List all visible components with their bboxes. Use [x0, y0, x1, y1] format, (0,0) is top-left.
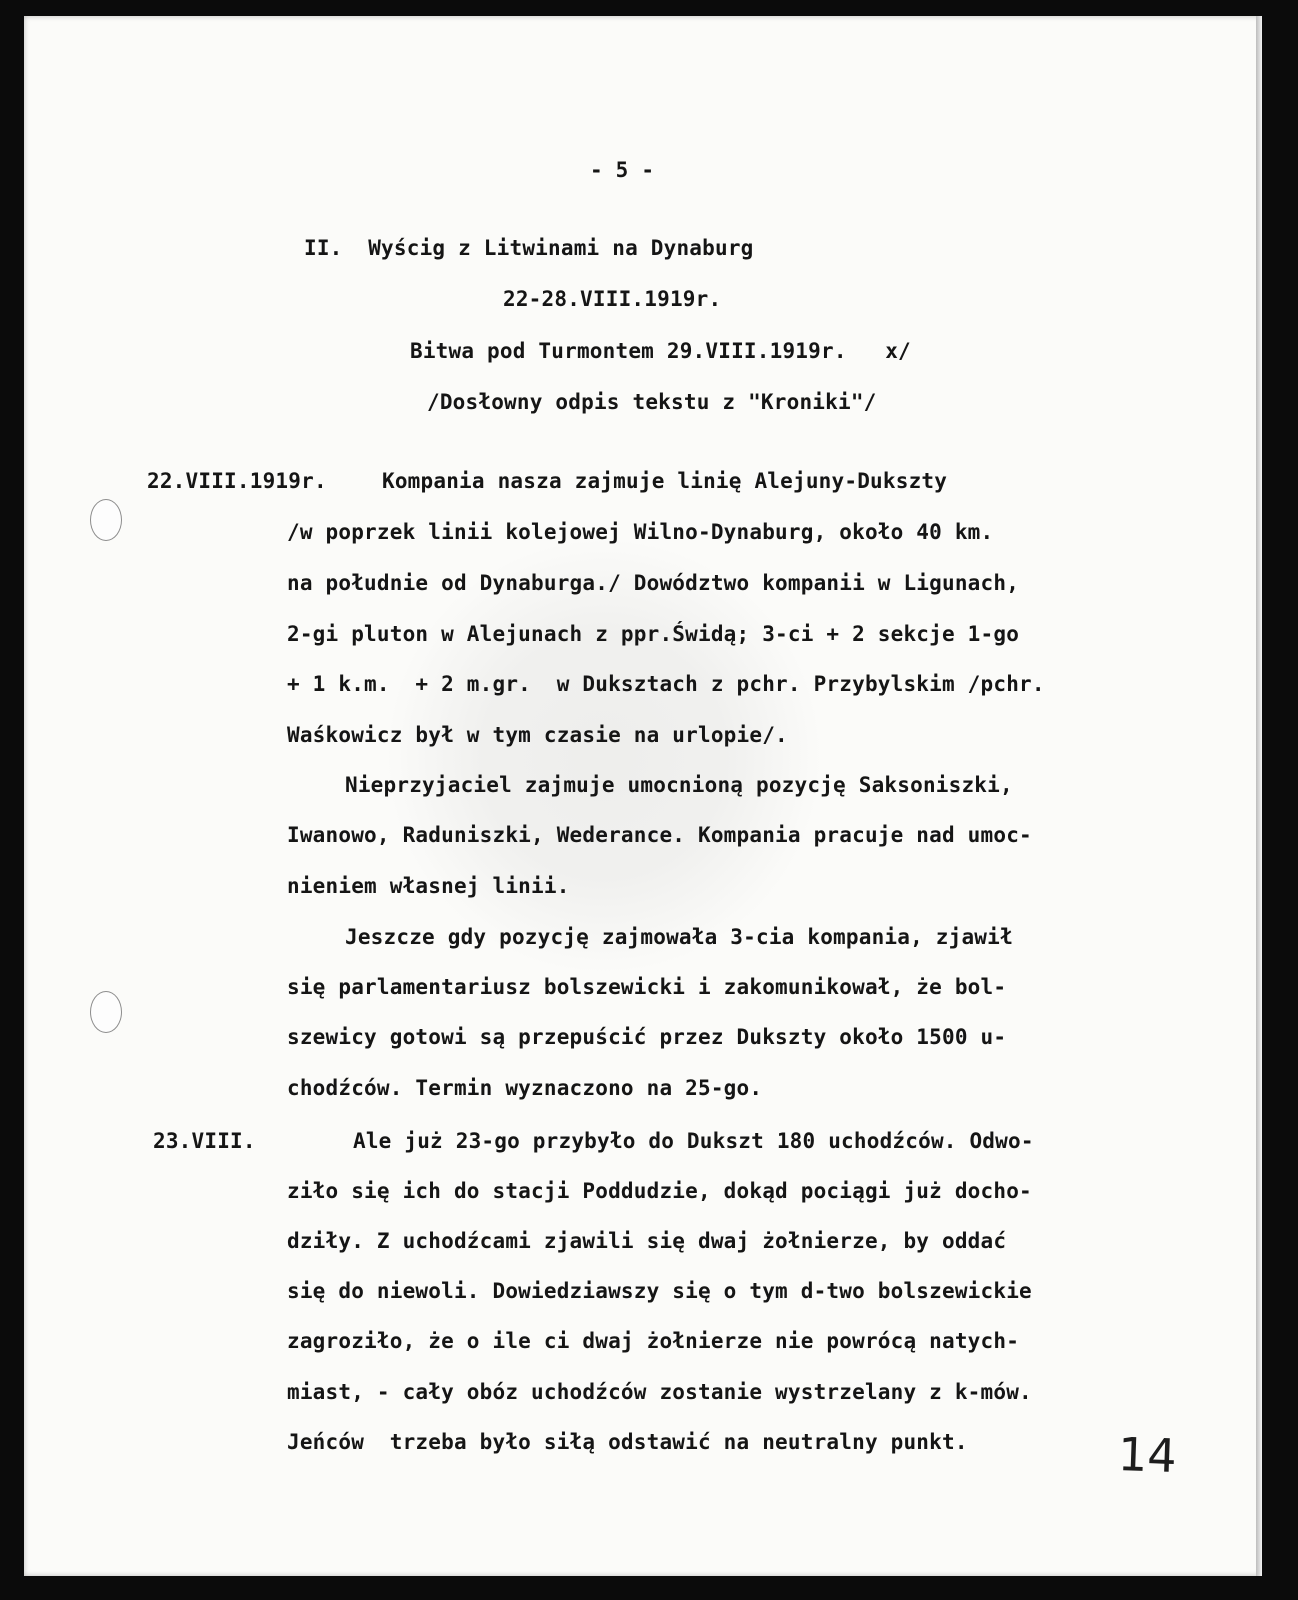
text-line: Waśkowicz był w tym czasie na urlopie/. [287, 723, 788, 747]
text-line: Ale już 23-go przybyło do Dukszt 180 uchodźców. Odwo- [353, 1129, 1034, 1153]
punch-hole-top [90, 499, 122, 541]
punch-hole-bottom [90, 991, 122, 1033]
text-line: dziły. Z uchodźcami zjawili się dwaj żołnierze, by oddać [287, 1229, 1007, 1253]
text-line: na południe od Dynaburga./ Dowództwo kompanii w Ligunach, [287, 571, 1020, 595]
faded-stamp-watermark [384, 536, 824, 976]
entry-date: 23.VIII. [153, 1129, 256, 1153]
text-line: się parlamentariusz bolszewicki i zakomunikował, że bol- [287, 975, 1007, 999]
text-line: ziło się ich do stacji Poddudzie, dokąd pociągi już docho- [287, 1179, 1032, 1203]
handwritten-page-number: 14 [1117, 1426, 1178, 1484]
text-line: /w poprzek linii kolejowej Wilno-Dynaburg, około 40 km. [287, 520, 994, 544]
text-line: zagroziło, że o ile ci dwaj żołnierze nie powrócą natych- [287, 1329, 1020, 1353]
chapter-dates: 22-28.VIII.1919r. [503, 287, 722, 311]
text-line: chodźców. Termin wyznaczono na 25-go. [287, 1076, 763, 1100]
text-line: Iwanowo, Raduniszki, Wederance. Kompania pracuje nad umoc- [287, 823, 1032, 847]
text-line: Jeszcze gdy pozycję zajmowała 3-cia kompania, zjawił [345, 925, 1013, 949]
page-number: - 5 - [590, 158, 655, 182]
text-line: miast, - cały obóz uchodźców zostanie wystrzelany z k-mów. [287, 1380, 1032, 1404]
text-line: Kompania nasza zajmuje linię Alejuny-Dukszty [382, 469, 948, 493]
text-line: Nieprzyjaciel zajmuje umocnioną pozycję Saksoniszki, [345, 773, 1013, 797]
text-line: + 1 k.m. + 2 m.gr. w Duksztach z pchr. Przybylskim /pchr. [287, 672, 1045, 696]
text-line: 2-gi pluton w Alejunach z ppr.Świdą; 3-ci + 2 sekcje 1-go [287, 622, 1020, 646]
text-line: szewicy gotowi są przepuścić przez Dukszty około 1500 u- [287, 1025, 1007, 1049]
text-line: się do niewoli. Dowiedziawszy się o tym d-two bolszewickie [287, 1279, 1032, 1303]
battle-title: Bitwa pod Turmontem 29.VIII.1919r. x/ [410, 339, 911, 363]
text-line: Jeńców trzeba było siłą odstawić na neutralny punkt. [287, 1430, 968, 1454]
text-line: nieniem własnej linii. [287, 874, 570, 898]
page-edge-shadow [1256, 16, 1262, 1576]
entry-date: 22.VIII.1919r. [147, 469, 327, 493]
source-note: /Dosłowny odpis tekstu z "Kroniki"/ [427, 390, 877, 414]
chapter-title: II. Wyścig z Litwinami na Dynaburg [304, 236, 754, 260]
